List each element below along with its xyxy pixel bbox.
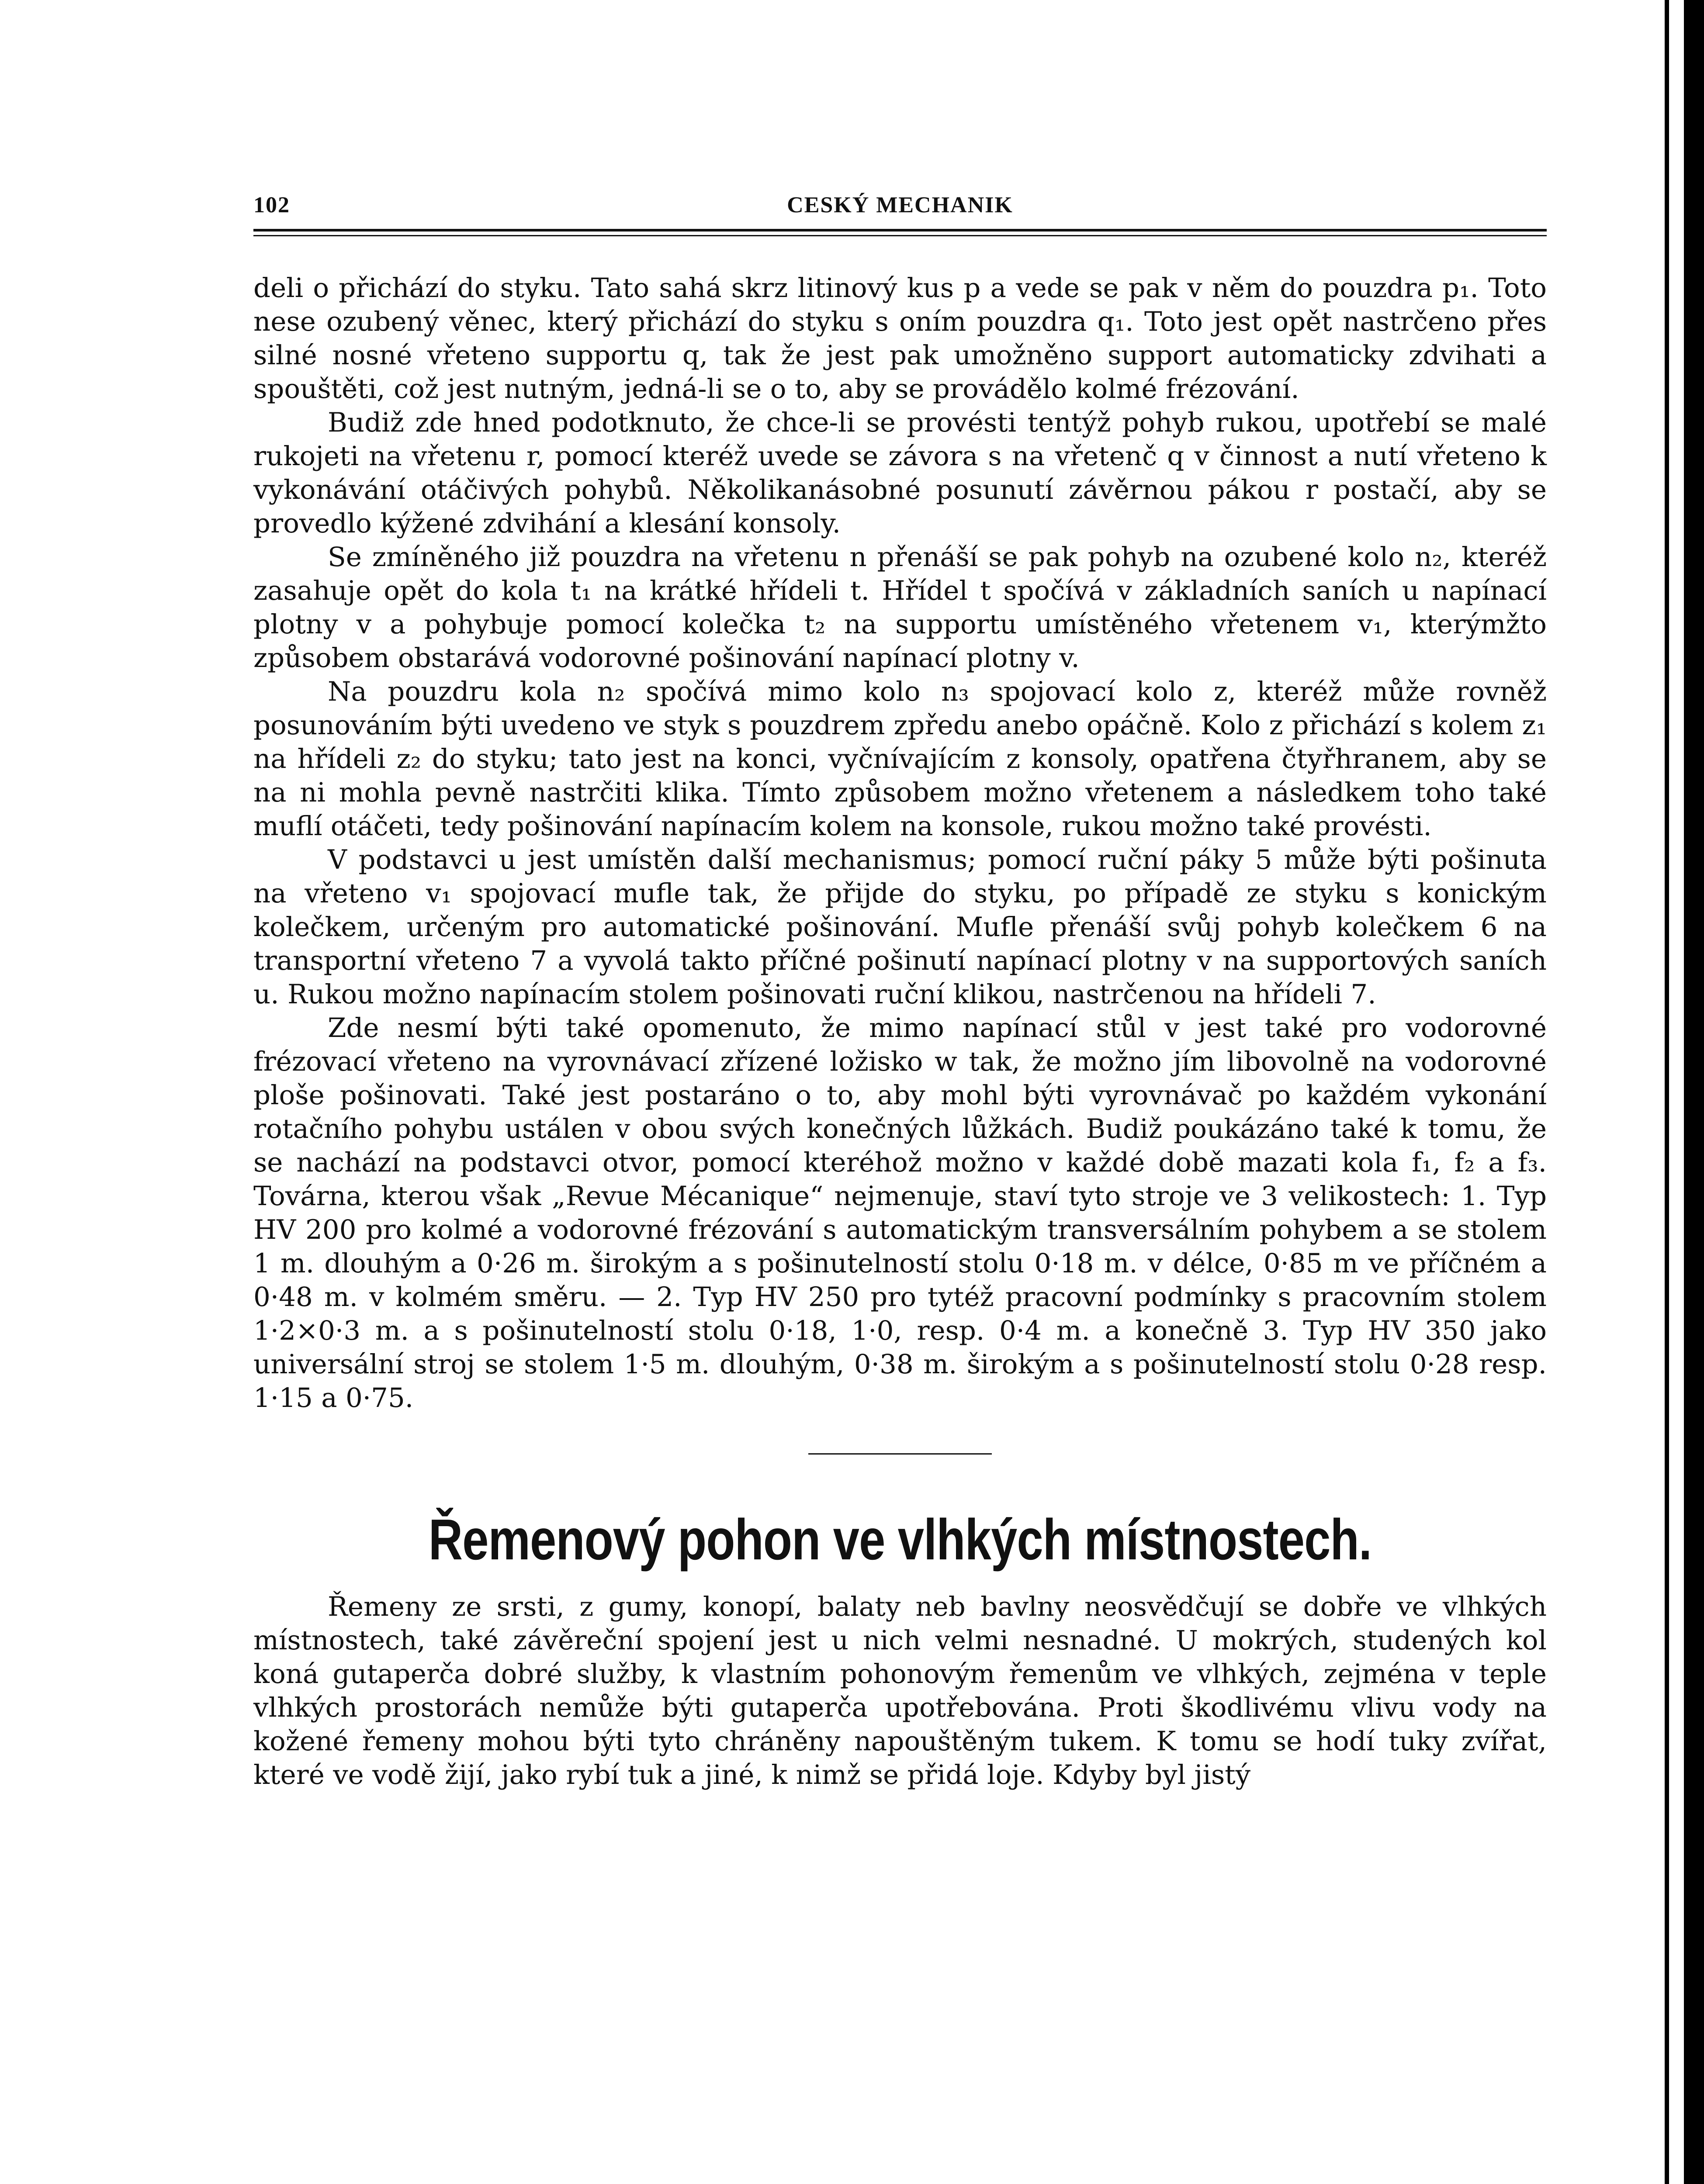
journal-title: CESKÝ MECHANIK: [787, 193, 1013, 218]
paragraph: Na pouzdru kola n₂ spočívá mimo kolo n₃ spojovací kolo z, kteréž může rovněž posunováním býti uvedeno ve styk s pouzdrem zpředu anebo opáčně. Kolo z přichází s kolem z₁ na hřídeli z₂ do styku; tato jest na konci, vyčnívajícím z konsoly, opatřena čtyřhranem, aby se na ni mohla pevně nastrčiti klika. Tímto způsobem možno vřetenem a následkem toho také muflí otáčeti, tedy pošinování napínacím kolem na konsole, rukou možno také provésti.: [253, 676, 1547, 842]
article-body-1: [253, 271, 1547, 1415]
header-rule-thin: [253, 235, 1547, 236]
paragraph: Zde nesmí býti také opomenuto, že mimo napínací stůl v jest také pro vodorovné frézovací vřeteno na vyrovnávací zřízené ložisko w tak, že možno jím libovolně na vodorovné ploše pošinovati. Také jest postaráno o to, aby mohl býti vyrovnávač po každém vykonání rotačního pohybu ustálen v obou svých konečných lůžkách. Budiž poukázáno také k tomu, že se nachází na podstavci otvor, pomocí kteréhož možno v každé době mazati kola f₁, f₂ a f₃. Továrna, kterou však „Revue Mécanique“ nejmenuje, staví tyto stroje ve 3 velikostech: 1. Typ HV 200 pro kolmé a vodorovné frézování s automatickým transversálním pohybem a se stolem 1 m. dlouhým a 0·26 m. širokým a s pošinutelností stolu 0·18 m. v délce, 0·85 m ve příčném a 0·48 m. v kolmém směru. — 2. Typ HV 250 pro tytéž pracovní podmínky s pracovním stolem 1·2×0·3 m. a s pošinutelností stolu 0·18, 1·0, resp. 0·4 m. a konečně 3. Typ HV 350 jako universální stroj se stolem 1·5 m. dlouhým, 0·38 m. širokým a s pošinutelností stolu 0·28 resp. 1·15 a 0·75.: [253, 1013, 1547, 1413]
running-head: [253, 192, 1547, 223]
page-number: 102: [253, 193, 290, 218]
document-page: [253, 192, 1547, 1792]
paragraph: deli o přichází do styku. Tato sahá skrz litinový kus p a vede se pak v něm do pouzdra p₁. Toto nese ozubený věnec, který přichází do styku s oním pouzdra q₁. Toto jest opět nastrčeno přes silné nosné vřeteno supportu q, tak že jest pak umožněno support automaticky zdvihati a spouštěti, což jest nutným, jedná-li se o to, aby se provádělo kolmé frézování.: [253, 273, 1547, 404]
header-rule-thick: [253, 229, 1547, 232]
paragraph: Se zmíněného již pouzdra na vřetenu n přenáší se pak pohyb na ozubené kolo n₂, kteréž zasahuje opět do kola t₁ na krátké hřídeli t. Hřídel t spočívá v základních saních u napínací plotny v a pohybuje pomocí kolečka t₂ na supportu umístěného vřetenem v₁, kterýmžto způsobem obstarává vodorovné pošinování napínací plotny v.: [253, 542, 1547, 674]
paragraph: Řemeny ze srsti, z gumy, konopí, balaty neb bavlny neosvědčují se dobře ve vlhkých místnostech, také závěreční spojení jest u nich velmi nesnadné. U mokrých, studených kol koná gutaperča dobré služby, k vlastním pohonovým řemenům ve vlhkých, zejména v teple vlhkých prostorách nemůže býti gutaperča upotřebována. Proti škodlivému vlivu vody na kožené řemeny mohou býti tyto chráněny napouštěným tukem. K tomu se hodí tuky zvířat, které ve vodě žijí, jako rybí tuk a jiné, k nimž se přidá loje. Kdyby byl jistý: [253, 1591, 1547, 1790]
paragraph: Budiž zde hned podotknuto, že chce-li se provésti tentýž pohyb rukou, upotřebí se malé rukojeti na vřetenu r, pomocí kteréž uvede se závora s na vřetenč q v činnost a nutí vřeteno k vykonávání otáčivých pohybů. Několikanásobné posunutí závěrnou pákou r postačí, aby se provedlo kýžené zdvihání a klesání konsoly.: [253, 407, 1547, 539]
page-edge-line: [1665, 0, 1669, 2184]
section-separator: [808, 1453, 992, 1455]
article-title: Řemenový pohon ve vlhkých místnostech.: [428, 1507, 1372, 1572]
page-edge-border: [1684, 0, 1704, 2184]
article-body-2: [253, 1590, 1547, 1792]
paragraph: V podstavci u jest umístěn další mechanismus; pomocí ruční páky 5 může býti pošinuta na vřeteno v₁ spojovací mufle tak, že přijde do styku, po případě ze styku s konickým kolečkem, určeným pro automatické pošinování. Mufle přenáší svůj pohyb kolečkem 6 na transportní vřeteno 7 a vyvolá takto příčné pošinutí napínací plotny v na supportových saních u. Rukou možno napínacím stolem pošinovati ruční klikou, nastrčenou na hřídeli 7.: [253, 844, 1547, 1010]
